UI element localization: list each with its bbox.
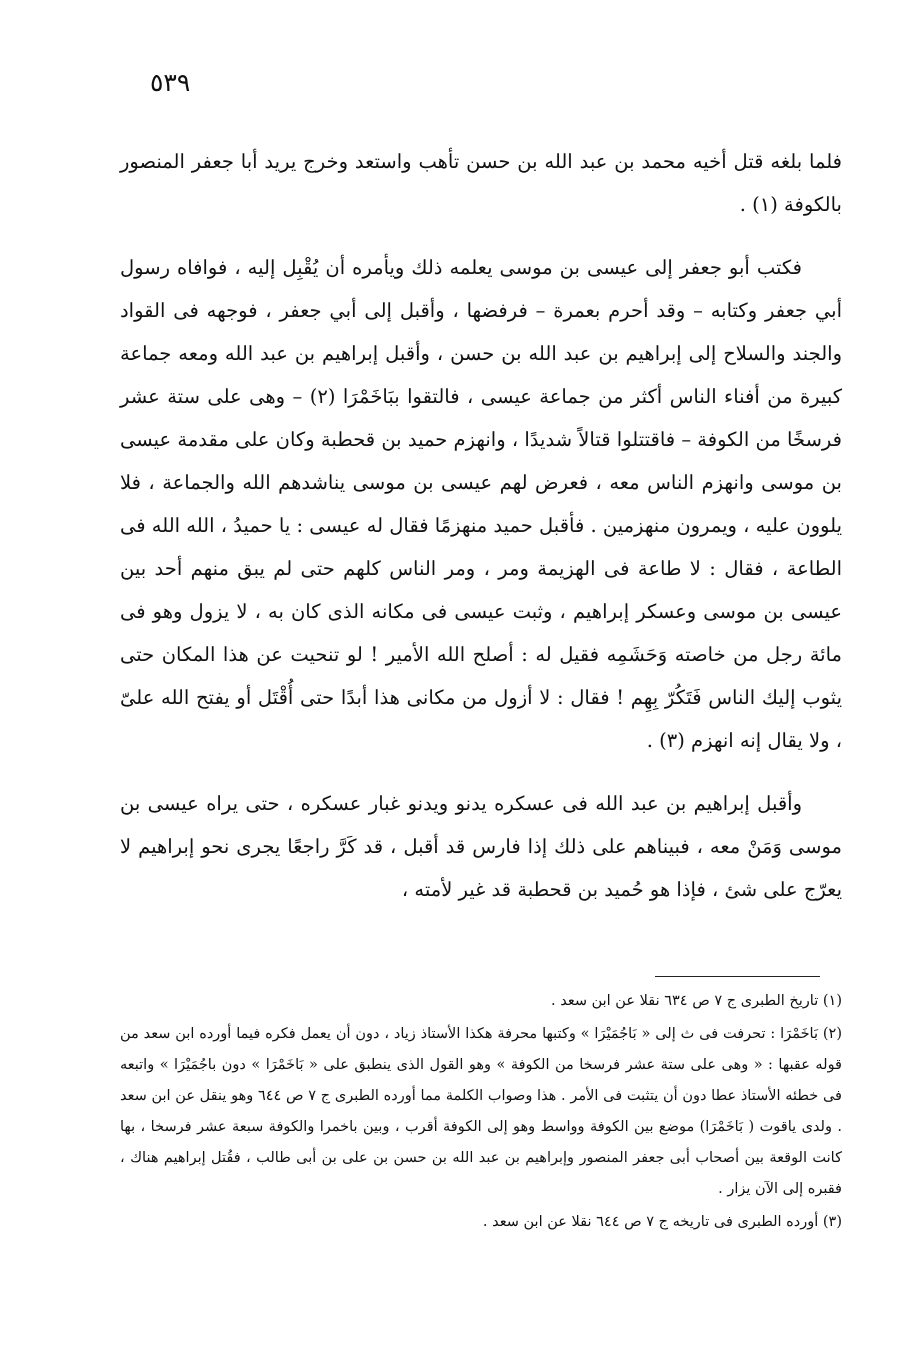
- footnote: (٣) أورده الطبرى فى تاريخه ج ٧ ص ٦٤٤ نقلا عن ابن سعد .: [482, 1214, 842, 1230]
- footnotes: [120, 986, 842, 1238]
- footnote: (١) تاريخ الطبرى ج ٧ ص ٦٣٤ نقلا عن ابن سعد .: [551, 993, 842, 1009]
- footnote-divider: [655, 976, 820, 977]
- paragraph: فلما بلغه قتل أخيه محمد بن عبد الله بن حسن تأهب واستعد وخرج يريد أبا جعفر المنصور بالكوفة (١) .: [120, 150, 842, 216]
- paragraph: فكتب أبو جعفر إلى عيسى بن موسى يعلمه ذلك ويأمره أن يُقْبِل إليه ، فوافاه رسول أبي جعفر وكتابه – وقد أحرم بعمرة – فرفضها ، وأقبل إلى أبي جعفر ، فوجهه فى القواد والجند والسلاح إلى إبراهيم بن عبد الله بن حسن ، وأقبل إبراهيم بن عبد الله ومعه جماعة كبيرة من أفناء الناس أكثر من جماعة عيسى ، فالتقوا ببَاخَمْرَا (٢) – وهى على ستة عشر فرسخًا من الكوفة – فاقتتلوا قتالاً شديدًا ، وانهزم حميد بن قحطبة وكان على مقدمة عيسى بن موسى وانهزم الناس معه ، فعرض لهم عيسى بن موسى يناشدهم الله والجماعة ، فلا يلوون عليه ، ويمرون منهزمين . فأقبل حميد منهزمًا فقال له عيسى : يا حميدُ ، الله الله فى الطاعة ، فقال : لا طاعة فى الهزيمة ومر ، ومر الناس كلهم حتى لم يبق منهم أحد بين عيسى بن موسى وعسكر إبراهيم ، وثبت عيسى فى مكانه الذى كان به ، لا يزول وهو فى مائة رجل من خاصته وَحَشَمِه فقيل له : أصلح الله الأمير ! لو تنحيت عن هذا المكان حتى يثوب إليك الناس فَتَكُرّ بِهِم ! فقال : لا أزول من مكانى هذا أبدًا حتى أُقْتَل أو يفتح الله علىّ ، ولا يقال إنه انهزم (٣) .: [120, 256, 842, 752]
- main-text: [120, 140, 842, 911]
- paragraph: وأقبل إبراهيم بن عبد الله فى عسكره يدنو ويدنو غبار عسكره ، حتى يراه عيسى بن موسى وَمَنْ معه ، فبيناهم على ذلك إذا فارس قد أقبل ، قد كَرَّ راجعًا يجرى نحو إبراهيم لا يعرّج على شئ ، فإذا هو حُميد بن قحطبة قد غير لأمته ،: [120, 792, 842, 901]
- page-number: ٥٣٩: [150, 68, 191, 97]
- footnote: (٢) بَاخَمْرَا : تحرفت فى ث إلى « بَاجُمَيْرَا » وكتبها محرفة هكذا الأستاذ زياد ، دون أن يعمل فكره فيما أورده ابن سعد من قوله عقبها : « وهى على ستة عشر فرسخا من الكوفة » وهو القول الذى ينطبق على « بَاخَمْرَا » دون باجُمَيْرَا » واتبعه فى خطئه الأستاذ عطا دون أن يتثبت فى الأمر . هذا وصواب الكلمة مما أورده الطبرى ج ٧ ص ٦٤٤ وهو ينقل عن ابن سعد . ولدى ياقوت ( بَاخَمْرَا) موضع بين الكوفة وواسط وهو إلى الكوفة أقرب ، وبين باخمرا والكوفة سبعة عشر فرسخا ، بها كانت الوقعة بين أصحاب أبى جعفر المنصور وإبراهيم بن عبد الله بن حسن بن على بن أبى طالب ، فقُتل إبراهيم هناك ، فقبره إلى الآن يزار .: [120, 1026, 842, 1197]
